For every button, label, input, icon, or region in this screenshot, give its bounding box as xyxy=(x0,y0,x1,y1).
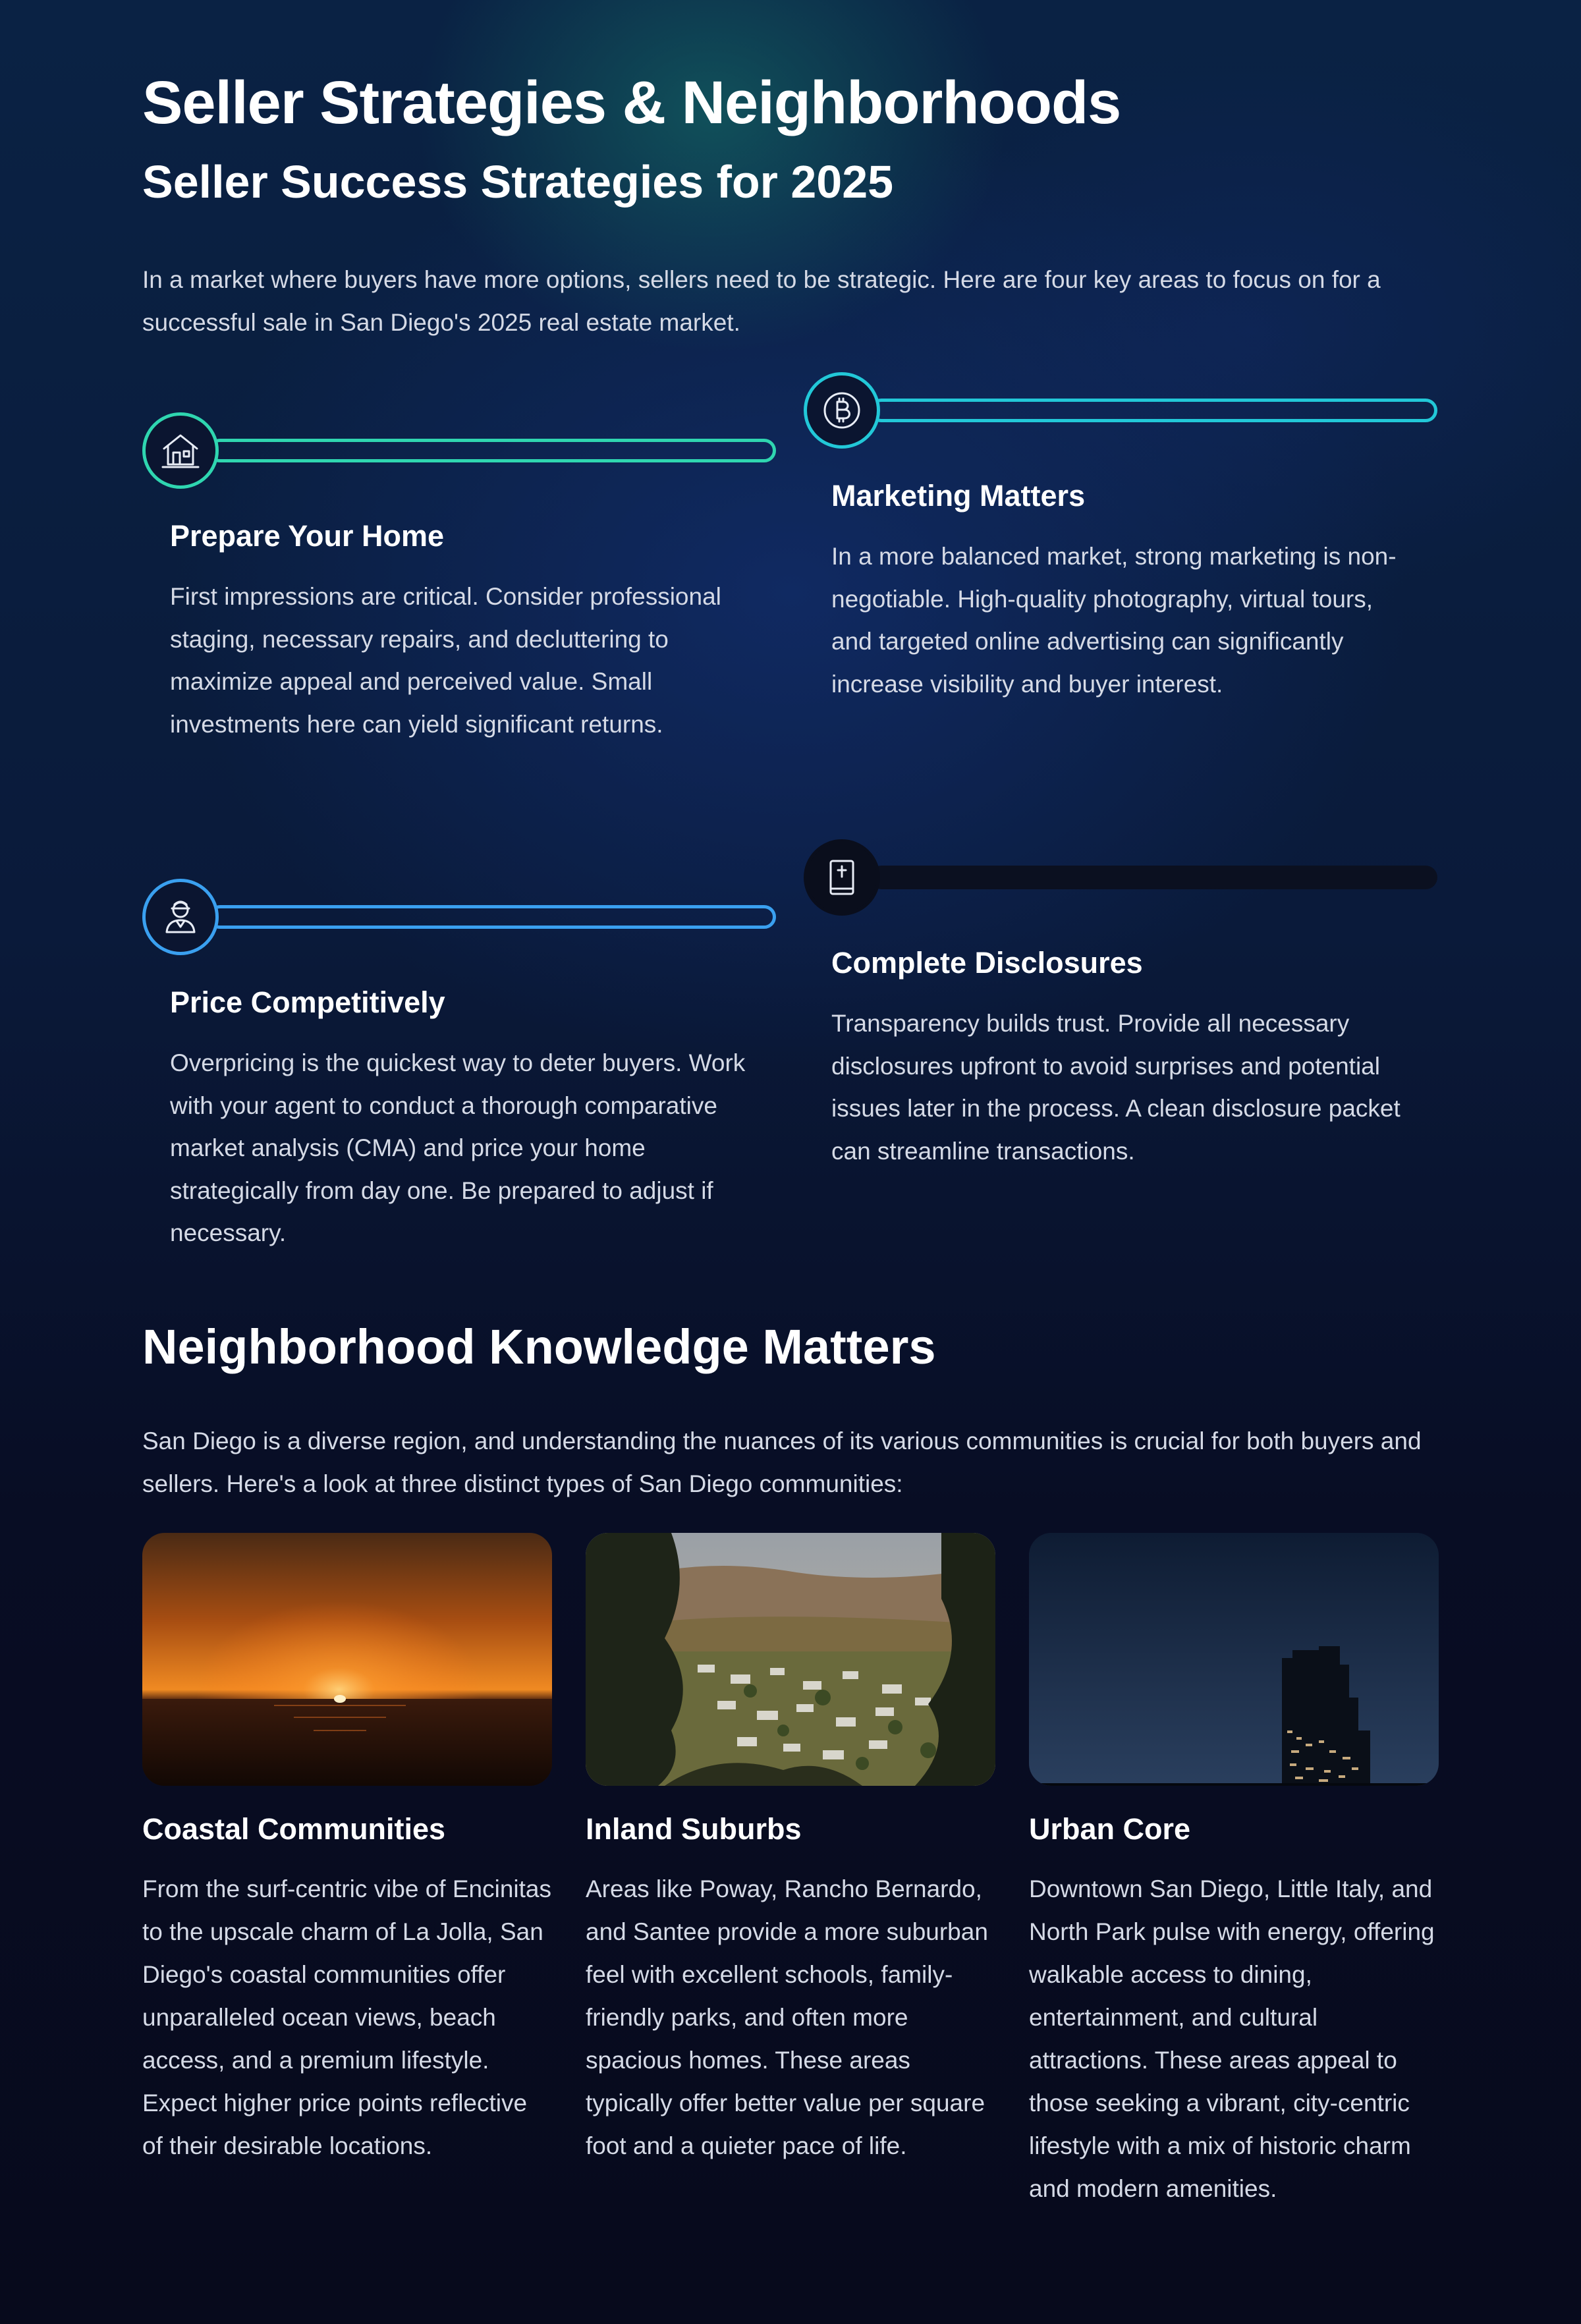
strategy-bar xyxy=(208,439,776,462)
community-title: Inland Suburbs xyxy=(586,1812,802,1846)
strategy-title: Marketing Matters xyxy=(831,479,1086,512)
page-subtitle: Seller Success Strategies for 2025 xyxy=(142,156,894,208)
strategy-card-disclosures xyxy=(804,839,1437,1182)
community-text: Downtown San Diego, Little Italy, and North Park pulse with energy, offering walkable access to dining, entertainment, and cultural attractions. These areas appeal to those seeking a vibrant, city-centric lifestyle with a mix of historic charm and modern amenities. xyxy=(1029,1875,1435,2202)
strategy-bar xyxy=(208,905,776,929)
community-card-coastal xyxy=(142,1533,552,2159)
strategy-card-prepare-home xyxy=(142,412,776,781)
community-text: Areas like Poway, Rancho Bernardo, and Santee provide a more suburban feel with excellent schools, family-friendly parks, and often more spacious homes. These areas typically offer better value per square foot and a quieter pace of life. xyxy=(586,1875,988,2159)
strategy-text: First impressions are critical. Consider professional staging, necessary repairs, and decluttering to maximize appeal and perceived value. Small investments here can yield significant returns. xyxy=(170,583,721,738)
bitcoin-icon xyxy=(804,372,880,449)
document-icon xyxy=(804,839,880,916)
strategy-title: Prepare Your Home xyxy=(170,519,444,553)
agent-icon xyxy=(142,879,219,955)
strategy-text: In a more balanced market, strong marketing is non-negotiable. High-quality photography, virtual tours, and targeted online advertising can significantly increase visibility and buyer interest. xyxy=(831,543,1397,698)
house-icon xyxy=(142,412,219,489)
community-card-inland xyxy=(586,1533,995,2159)
community-title: Urban Core xyxy=(1029,1812,1191,1846)
strategy-text: Transparency builds trust. Provide all necessary disclosures upfront to avoid surprises and potential issues later in the process. A clean disclosure packet can streamline transactions. xyxy=(831,1010,1401,1165)
community-title: Coastal Communities xyxy=(142,1812,446,1846)
strategy-text: Overpricing is the quickest way to deter buyers. Work with your agent to conduct a thorough comparative market analysis (CMA) and price your home strategically from day one. Be prepared to adjust if necessary. xyxy=(170,1049,746,1246)
community-card-urban xyxy=(1029,1533,1439,2202)
page-title: Seller Strategies & Neighborhoods xyxy=(142,69,1121,136)
community-text: From the surf-centric vibe of Encinitas to the upscale charm of La Jolla, San Diego's coastal communities offer unparalleled ocean views, beach access, and a premium lifestyle. Expect higher price points reflective of their desirable locations. xyxy=(142,1875,551,2159)
strategy-bar xyxy=(870,399,1437,422)
inland-suburb-photo xyxy=(586,1533,995,1786)
coastal-sunset-photo xyxy=(142,1533,552,1786)
strategy-bar xyxy=(870,866,1437,889)
strategy-card-price xyxy=(142,879,776,1261)
strategies-intro: In a market where buyers have more options, sellers need to be strategic. Here are four key areas to focus on for a successful sale in San Diego's 2025 real estate market. xyxy=(142,266,1381,336)
strategy-title: Complete Disclosures xyxy=(831,946,1143,980)
neighborhoods-title: Neighborhood Knowledge Matters xyxy=(142,1319,936,1374)
neighborhoods-intro: San Diego is a diverse region, and understanding the nuances of its various communities is crucial for both buyers and sellers. Here's a look at three distinct types of San Diego communities: xyxy=(142,1427,1422,1497)
urban-skyline-photo xyxy=(1029,1533,1439,1786)
strategy-card-marketing xyxy=(804,372,1437,715)
strategy-title: Price Competitively xyxy=(170,985,445,1019)
